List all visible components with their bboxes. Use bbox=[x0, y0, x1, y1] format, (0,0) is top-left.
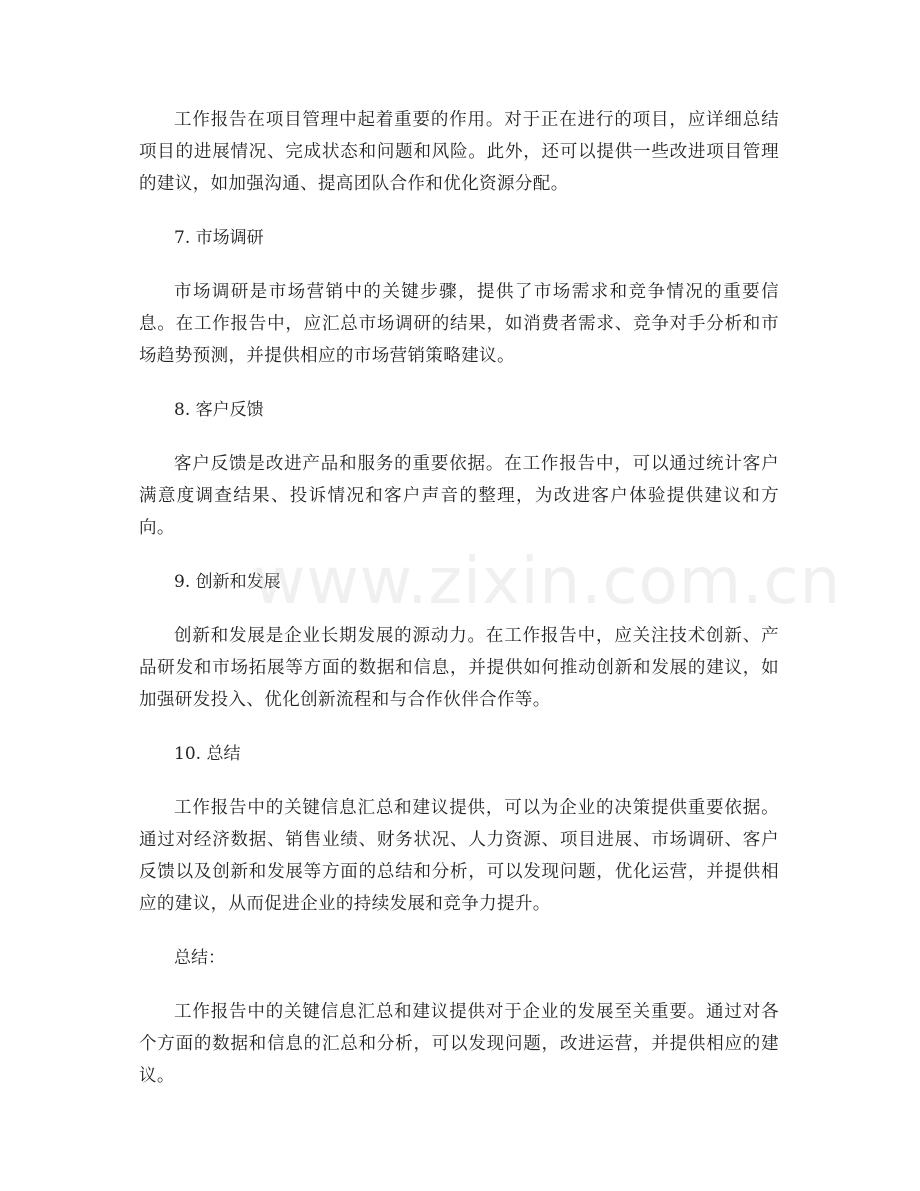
section-heading-innovation: 9. 创新和发展 bbox=[174, 572, 281, 592]
paragraph-customer-feedback: 客户反馈是改进产品和服务的重要依据。在工作报告中，可以通过统计客户满意度调查结果、投诉情况和客户声音的整理，为改进客户体验提供建议和方向。 bbox=[139, 454, 779, 538]
section-heading-conclusion: 总结： bbox=[174, 948, 225, 968]
paragraph-market-research: 市场调研是市场营销中的关键步骤，提供了市场需求和竞争情况的重要信息。在工作报告中，应汇总市场调研的结果，如消费者需求、竞争对手分析和市场趋势预测，并提供相应的市场营销策略建议。 bbox=[139, 282, 779, 366]
document-body bbox=[139, 104, 779, 1114]
section-heading-customer-feedback: 8. 客户反馈 bbox=[174, 400, 264, 420]
section-heading-summary: 10. 总结 bbox=[174, 744, 241, 764]
watermark: www.zixin.com.cn bbox=[253, 545, 842, 619]
paragraph-innovation: 创新和发展是企业长期发展的源动力。在工作报告中，应关注技术创新、产品研发和市场拓展等方面的数据和信息，并提供如何推动创新和发展的建议，如加强研发投入、优化创新流程和与合作伙伴合作等。 bbox=[139, 626, 779, 710]
paragraph-conclusion: 工作报告中的关键信息汇总和建议提供对于企业的发展至关重要。通过对各个方面的数据和信息的汇总和分析，可以发现问题，改进运营，并提供相应的建议。 bbox=[139, 1002, 779, 1086]
paragraph-project-management: 工作报告在项目管理中起着重要的作用。对于正在进行的项目，应详细总结项目的进展情况、完成状态和问题和风险。此外，还可以提供一些改进项目管理的建议，如加强沟通、提高团队合作和优化资源分配。 bbox=[139, 110, 779, 194]
paragraph-summary: 工作报告中的关键信息汇总和建议提供，可以为企业的决策提供重要依据。通过对经济数据、销售业绩、财务状况、人力资源、项目进展、市场调研、客户反馈以及创新和发展等方面的总结和分析，可以发现问题，优化运营，并提供相应的建议，从而促进企业的持续发展和竞争力提升。 bbox=[139, 798, 779, 914]
section-heading-market-research: 7. 市场调研 bbox=[174, 228, 264, 248]
